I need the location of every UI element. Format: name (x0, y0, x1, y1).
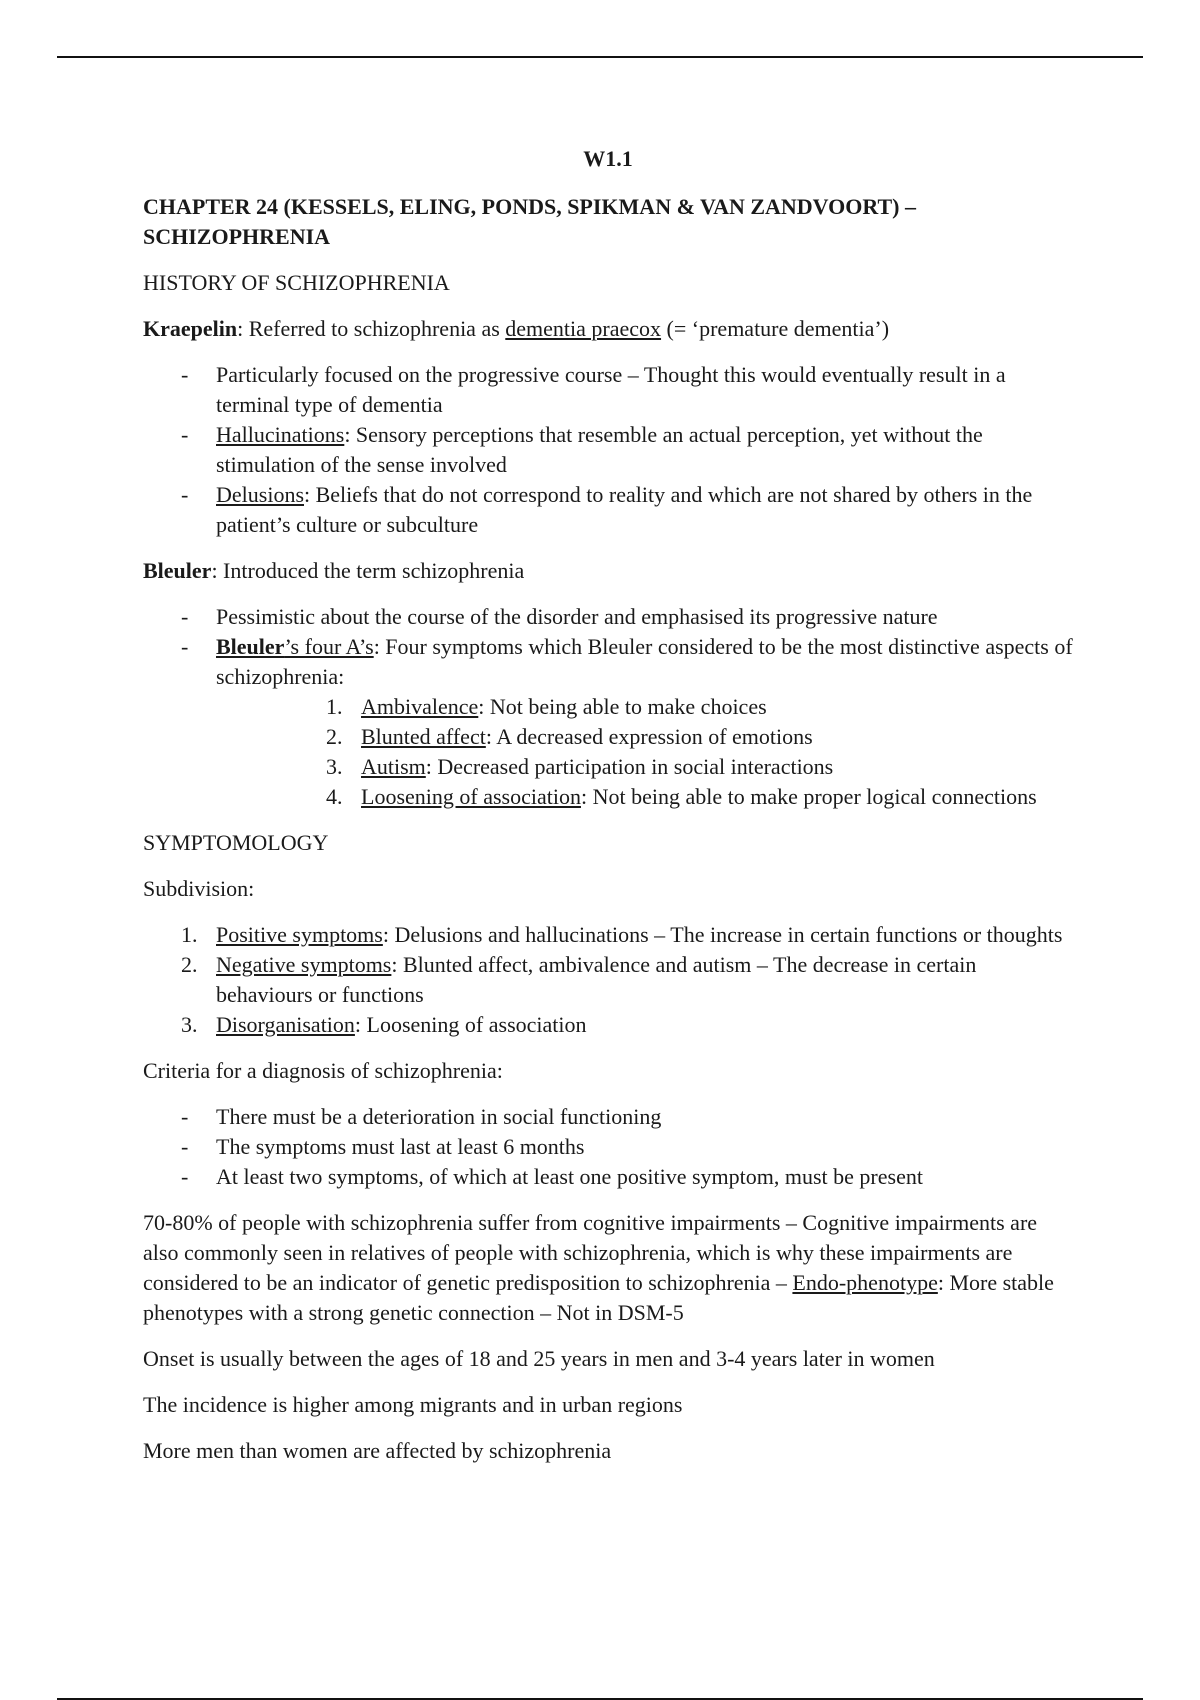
negative-symptoms-text: : Blunted affect, ambivalence and autism – The decrease in certain behaviours or functions (216, 952, 977, 1007)
bleuler-intro: : Introduced the term schizophrenia (211, 558, 525, 583)
symptomology-heading: SYMPTOMOLOGY (143, 830, 329, 855)
bleuler-name: Bleuler (143, 558, 212, 583)
subdivision-label: Subdivision: (143, 876, 255, 901)
list-item (143, 602, 1073, 632)
list-item: - At least two symptoms, of which at least one positive symptom, must be present (143, 1162, 1073, 1192)
list-item (143, 920, 1073, 950)
blunted-affect-term: Blunted affect (361, 724, 486, 749)
four-as-list (216, 692, 1073, 812)
blunted-affect-text: : A decreased expression of emotions (485, 724, 813, 749)
positive-symptoms-text: : Delusions and hallucinations – The increase in certain functions or thoughts (382, 922, 1063, 947)
onset-paragraph: Onset is usually between the ages of 18 and 25 years in men and 3-4 years later in women (143, 1346, 935, 1371)
ambivalence-text: : Not being able to make choices (478, 694, 767, 719)
kraepelin-text-2: (= ‘premature dementia’) (661, 316, 890, 341)
list-number: 2. (326, 724, 343, 749)
list-item (216, 722, 1073, 752)
list-number: 2. (181, 952, 198, 977)
document-id: W1.1 (583, 146, 633, 171)
four-as-term-rest: ’s four A’s (284, 634, 374, 659)
bleuler-bullet-1: Pessimistic about the course of the disorder and emphasised its progressive nature (216, 604, 938, 629)
list-item: - There must be a deterioration in social functioning (143, 1102, 1073, 1132)
list-item (143, 420, 1073, 480)
hallucinations-term: Hallucinations (216, 422, 345, 447)
criteria-label: Criteria for a diagnosis of schizophrenia: (143, 1058, 503, 1083)
delusions-text: : Beliefs that do not correspond to reality and which are not shared by others in the patient’s culture or subculture (216, 482, 1033, 537)
loosening-text: : Not being able to make proper logical connections (580, 784, 1037, 809)
delusions-term: Delusions (216, 482, 304, 507)
gender-paragraph: More men than women are affected by schizophrenia (143, 1438, 612, 1463)
list-item (143, 480, 1073, 540)
bleuler-paragraph (143, 556, 1073, 586)
autism-term: Autism (361, 754, 426, 779)
endo-phenotype-term: Endo-phenotype (792, 1270, 938, 1295)
incidence-paragraph: The incidence is higher among migrants and in urban regions (143, 1392, 683, 1417)
kraepelin-list (143, 360, 1073, 540)
disorganisation-term: Disorganisation (216, 1012, 355, 1037)
criteria-list (143, 1102, 1073, 1192)
history-heading: HISTORY OF SCHIZOPHRENIA (143, 270, 450, 295)
dementia-praecox-term: dementia praecox (505, 316, 662, 341)
document-page (143, 140, 1073, 1482)
list-number: 4. (326, 784, 343, 809)
hallucinations-text: : Sensory perceptions that resemble an actual perception, yet without the stimulation of the sense involved (216, 422, 983, 477)
cognitive-paragraph (143, 1208, 1073, 1328)
ambivalence-term: Ambivalence (361, 694, 479, 719)
four-as-term (216, 634, 374, 659)
subdivision-list (143, 920, 1073, 1040)
list-item (216, 752, 1073, 782)
chapter-title: CHAPTER 24 (KESSELS, ELING, PONDS, SPIKMAN & VAN ZANDVOORT) – SCHIZOPHRENIA (143, 194, 916, 249)
kraepelin-text-1: : Referred to schizophrenia as (237, 316, 506, 341)
bleuler-list (143, 602, 1073, 812)
list-item: - The symptoms must last at least 6 months (143, 1132, 1073, 1162)
loosening-term: Loosening of association (361, 784, 581, 809)
list-number: 3. (326, 754, 343, 779)
negative-symptoms-term: Negative symptoms (216, 952, 392, 977)
list-number: 1. (181, 922, 198, 947)
list-item (143, 950, 1073, 1010)
list-item (143, 360, 1073, 420)
list-item (216, 782, 1073, 812)
four-as-bleuler-bold: Bleuler (216, 634, 285, 659)
kraepelin-bullet-1: Particularly focused on the progressive course – Thought this would eventually result in a terminal type of dementia (216, 362, 1006, 417)
kraepelin-paragraph (143, 314, 1073, 344)
disorganisation-text: : Loosening of association (354, 1012, 587, 1037)
kraepelin-name: Kraepelin (143, 316, 238, 341)
autism-text: : Decreased participation in social interactions (425, 754, 834, 779)
list-number: 1. (326, 694, 343, 719)
endo-phenotype-text: : More stable phenotypes with a strong genetic connection – Not in DSM-5 (143, 1270, 1054, 1325)
list-item (143, 1010, 1073, 1040)
positive-symptoms-term: Positive symptoms (216, 922, 383, 947)
four-as-text: : Four symptoms which Bleuler considered to be the most distinctive aspects of schizophrenia: (216, 634, 1073, 689)
list-item (216, 692, 1073, 722)
cognitive-text: 70-80% of people with schizophrenia suffer from cognitive impairments – Cognitive impairments are also commonly seen in relatives of people with schizophrenia, which is why these impairments are considered to be an indicator of genetic predisposition to schizophrenia – (143, 1210, 1038, 1295)
header-rule (57, 56, 1143, 58)
list-item (143, 632, 1073, 812)
list-number: 3. (181, 1012, 198, 1037)
